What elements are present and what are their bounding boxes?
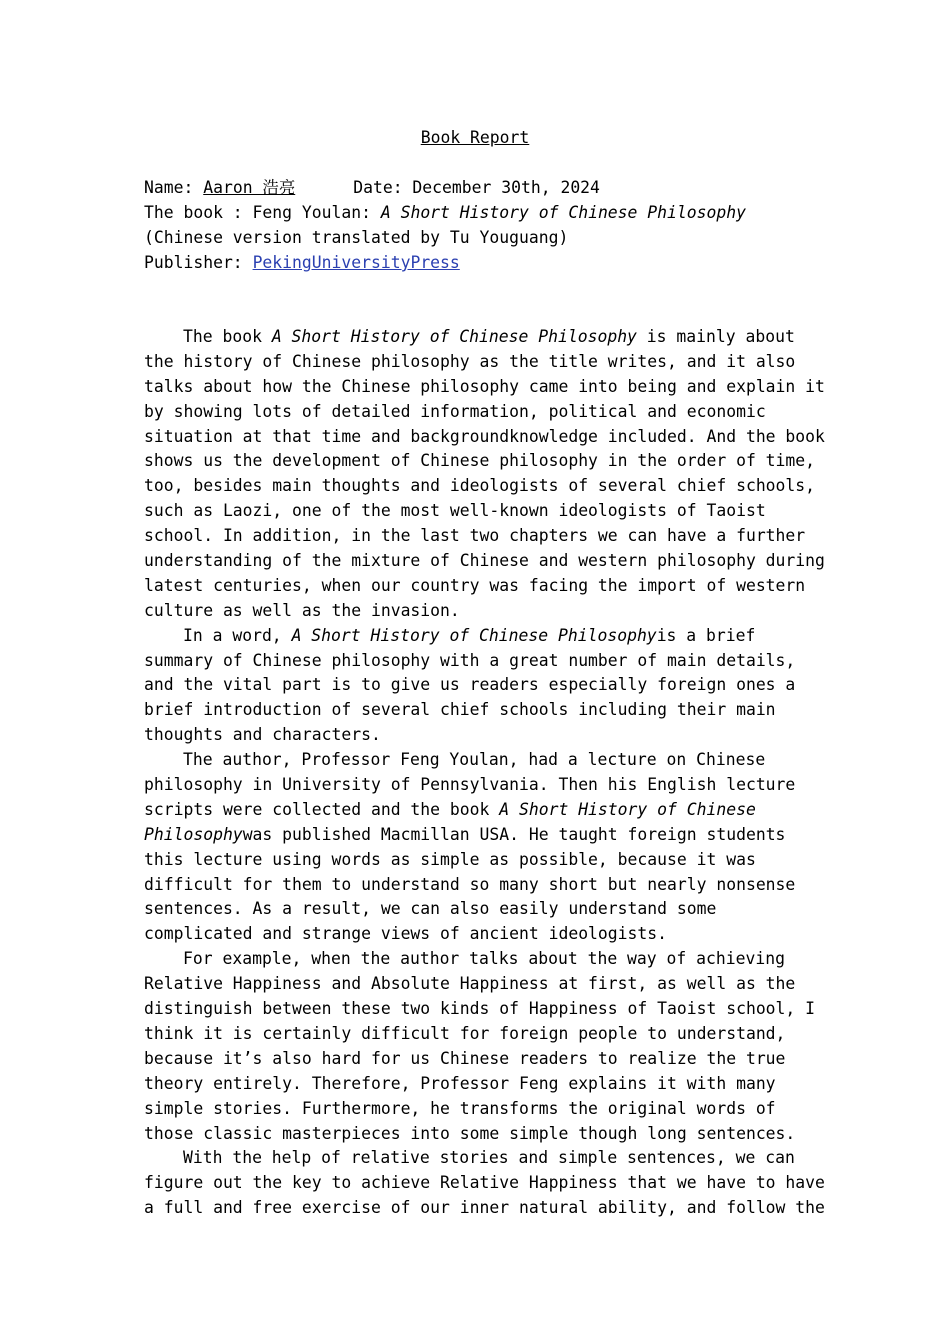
- text-line: understanding of the mixture of Chinese and western philosophy during: [144, 551, 825, 571]
- text-line: thoughts and characters.: [144, 725, 381, 745]
- name-label: Name:: [144, 178, 204, 197]
- report-meta: [144, 175, 824, 275]
- text-line: by showing lots of detailed information, political and economic: [144, 401, 766, 421]
- paragraph: [144, 1146, 825, 1221]
- text-line: shows us the development of Chinese philosophy in the order of time,: [144, 451, 816, 471]
- text-line: such as Laozi, one of the most well-known ideologists of Taoist: [144, 501, 766, 521]
- name-date-line: [144, 175, 824, 200]
- paragraph: [144, 748, 810, 947]
- text-line: and the vital part is to give us readers especially foreign ones a: [144, 675, 796, 695]
- text-line: figure out the key to achieve Relative Happiness that we have to have: [144, 1173, 825, 1193]
- report-body: [144, 325, 825, 1221]
- text-line: brief introduction of several chief schools including their main: [144, 700, 776, 720]
- text-line: because it’s also hard for us Chinese readers to realize the true: [144, 1048, 786, 1068]
- publisher-line: [144, 250, 824, 275]
- book-line: [144, 200, 824, 225]
- text-line: The book A Short History of Chinese Philosophy is mainly about: [183, 327, 795, 346]
- text-line: culture as well as the invasion.: [144, 600, 460, 620]
- publisher-link[interactable]: PekingUniversityPress: [252, 253, 460, 272]
- text-line: too, besides main thoughts and ideologists of several chief schools,: [144, 476, 816, 496]
- book-title-inline: A Short History of Chinese Philosophy: [291, 625, 657, 645]
- paragraph: [144, 624, 810, 748]
- translation-note: (Chinese version translated by Tu Youguang): [144, 228, 569, 247]
- paragraph: [144, 947, 816, 1146]
- paragraph: [144, 325, 825, 624]
- author-name: Aaron 浩亮: [203, 178, 296, 197]
- text-line: distinguish between these two kinds of Happiness of Taoist school, I: [144, 999, 816, 1019]
- text-line: sentences. As a result, we can also easily understand some: [144, 899, 717, 919]
- book-title-inline: A Short History of Chinese: [499, 799, 756, 819]
- text-line: talks about how the Chinese philosophy came into being and explain it: [144, 376, 825, 396]
- text-line: situation at that time and backgroundknowledge included. And the book: [144, 426, 825, 446]
- publisher-label: Publisher:: [144, 253, 253, 272]
- book-title: A Short History of Chinese Philosophy: [380, 203, 746, 222]
- text-line: scripts were collected and the book A Short History of Chinese: [144, 799, 756, 819]
- text-line: Philosophywas published Macmillan USA. He taught foreign students: [144, 824, 786, 844]
- text-line: philosophy in University of Pennsylvania. Then his English lecture: [144, 775, 796, 795]
- text-line: school. In addition, in the last two chapters we can have a further: [144, 526, 806, 546]
- book-prefix: The book : Feng Youlan:: [144, 203, 381, 222]
- text-line: complicated and strange views of ancient ideologists.: [144, 924, 668, 944]
- report-title: Book Report: [420, 128, 530, 147]
- book-title-inline: Philosophy: [144, 824, 243, 844]
- text-line: think it is certainly difficult for foreign people to understand,: [144, 1023, 786, 1043]
- text-line: a full and free exercise of our inner natural ability, and follow the: [144, 1198, 825, 1218]
- text-line: Relative Happiness and Absolute Happiness at first, as well as the: [144, 974, 796, 994]
- text-line: simple stories. Furthermore, he transforms the original words of: [144, 1098, 776, 1118]
- text-line: In a word, A Short History of Chinese Philosophyis a brief: [183, 625, 756, 645]
- text-line: this lecture using words as simple as possible, because it was: [144, 849, 756, 869]
- report-date: Date: December 30th, 2024: [353, 178, 600, 197]
- text-line: For example, when the author talks about the way of achieving: [183, 949, 785, 969]
- text-line: those classic masterpieces into some simple though long sentences.: [144, 1123, 796, 1143]
- text-line: The author, Professor Feng Youlan, had a lecture on Chinese: [183, 750, 766, 770]
- text-line: With the help of relative stories and simple sentences, we can: [183, 1148, 795, 1168]
- text-line: summary of Chinese philosophy with a great number of main details,: [144, 650, 796, 670]
- text-line: theory entirely. Therefore, Professor Feng explains it with many: [144, 1073, 776, 1093]
- text-line: the history of Chinese philosophy as the title writes, and it also: [144, 351, 796, 371]
- text-line: latest centuries, when our country was facing the import of western: [144, 575, 806, 595]
- text-line: difficult for them to understand so many short but nearly nonsense: [144, 874, 796, 894]
- book-title-inline: A Short History of Chinese Philosophy: [271, 327, 637, 346]
